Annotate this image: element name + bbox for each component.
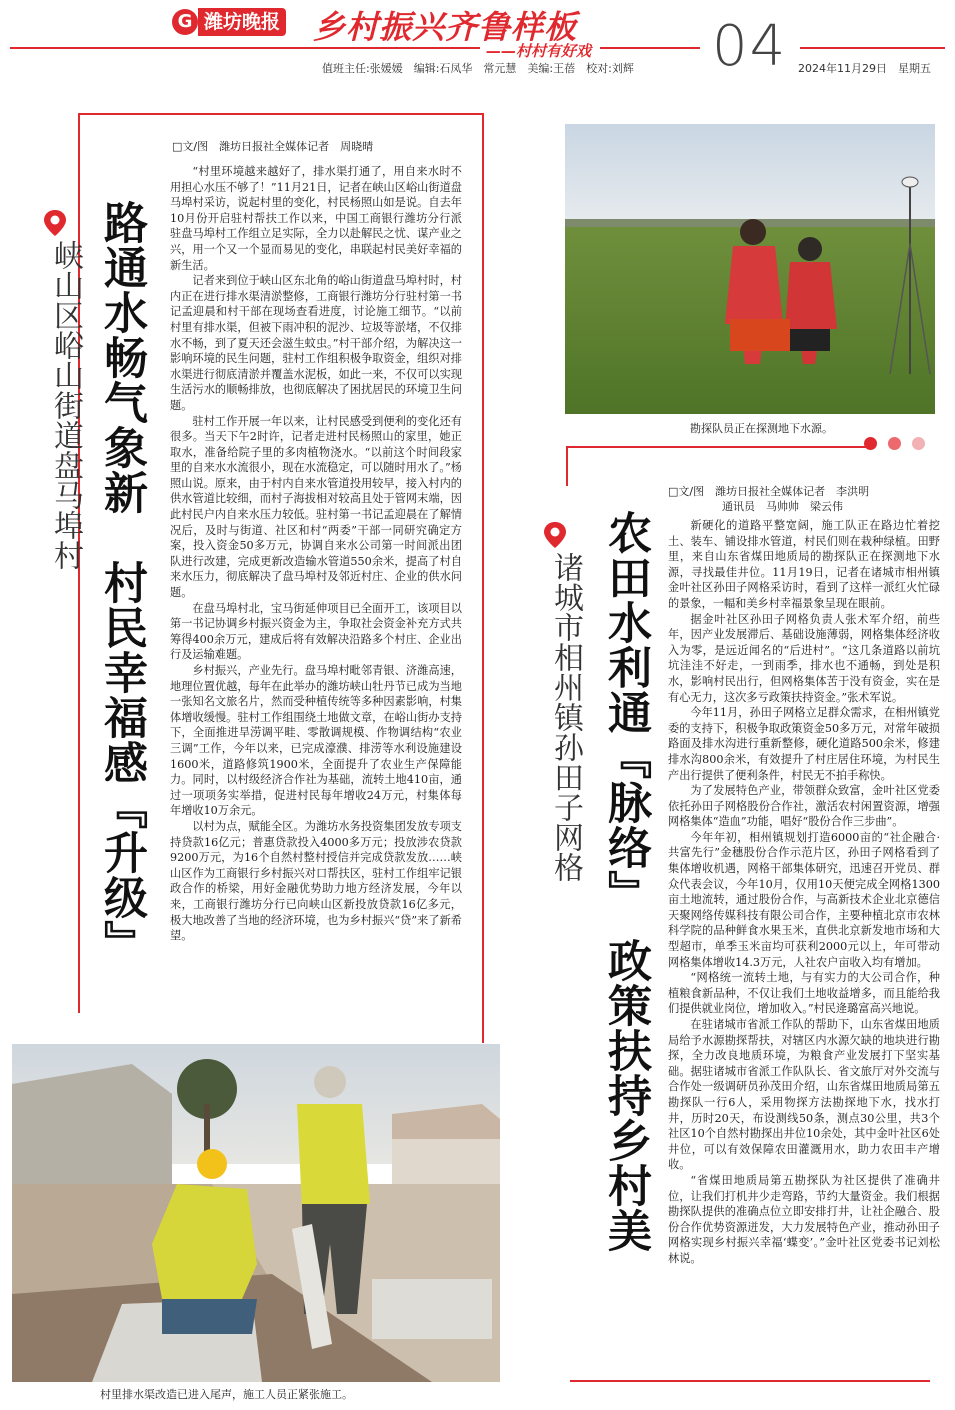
article1-paragraph: 记者来到位于峡山区东北角的峪山街道盘马埠村时，村内正在进行排水渠清淤整修，工商银行潍坊分行驻村第一书记孟迎晨和村干部在现场查看进度，讨论施工细节。“以前村里有排水渠，但被下雨冲积的泥沙、垃圾等淤堵，不仅排水不畅，到了夏天还会滋生蚊虫。”村干部介绍，为解决这一影响环境的民生问题，驻村工作组积极争取资金，组织对排水渠进行彻底清淤并覆盖水泥板，如此一来，不仅可以实现生活污水的顺畅排放，也彻底解决了困扰居民的环境卫生问题。 xyxy=(170,274,462,412)
issue-date: 2024年11月29日 星期五 xyxy=(798,62,931,75)
paper-name: 潍坊晚报 xyxy=(198,8,286,36)
article2-byline xyxy=(668,484,928,514)
article2-paragraph: 据金叶社区孙田子网格负责人张术军介绍，前些年，因产业发展滞后、基础设施薄弱，网格集体经济收入为零，是远近闻名的“后进村”。“这几条道路以前坑坑洼洼不好走，一到雨季，排水也不通畅，到处是积水，影响村民出行，但网格集体苦于没有资金，实在是有心无力，这次多亏政策扶持资金。”张术军说。 xyxy=(668,612,940,704)
photo-drainage-construction xyxy=(12,1044,500,1382)
decor-dot xyxy=(912,437,925,450)
article2-body xyxy=(668,518,940,1267)
decor-dot xyxy=(864,437,877,450)
decor-dot xyxy=(888,437,901,450)
article2-headline: 农田水利通『脉络』 政策扶持乡村美 xyxy=(600,510,651,1253)
location-pin-icon xyxy=(40,208,70,238)
article1-paragraph: 以村为点，赋能全区。为潍坊水务投资集团发放专项支持贷款16亿元；普惠贷款投入4000多万元；投放涉农贷款9200万元，为16个自然村整村授信并完成贷款发放……峡山区作为工商银行乡村振兴对口帮扶区，驻村工作组牢记银政合作的桥梁，用好金融优势助力地方经济发展，今年以来，工商银行潍坊分行已向峡山区新投放贷款16亿多元，极大地改善了当地的经济环境，也为乡村振兴“贷”来了新希望。 xyxy=(170,819,462,943)
article2-paragraph: 今年年初，相州镇规划打造6000亩的“社企融合·共富先行”金穗股份合作示范片区，孙田子网格看到了集体增收机遇，网格干部集体研究，迅速召开党员、群众代表会议，今年10月，仅用10天便完成全网格1300亩土地流转，通过股份合作，与高新技术企业北京德信天聚网络传媒科技有限公司合作，主要种植北京市农林科学院的品种鲜食水果玉米，直供北京新发地市场和大型超市，单季玉米亩均可获利2000元以上，年可带动网格集体增收14.3万元，人社农户亩收入均有增加。 xyxy=(668,830,940,969)
article2-byline-line: □文/图 潍坊日报社全媒体记者 李洪明 xyxy=(668,485,870,498)
article1-body xyxy=(170,164,462,944)
article2-paragraph: “网格统一流转土地，与有实力的大公司合作，种植粮食新品种，不仅让我们土地收益增多，而且能给我们提供就业岗位，增加收入。”村民逄璐富高兴地说。 xyxy=(668,971,940,1016)
location-pin-icon xyxy=(540,520,570,550)
article2-paragraph: 为了发展特色产业，带领群众致富，金叶社区党委依托孙田子网格股份合作社，激活农村闲置资源，增强网格集体“造血”功能，唱好“股份合作三步曲”。 xyxy=(668,784,940,829)
masthead-rule xyxy=(10,47,480,49)
article2-paragraph: 今年11月，孙田子网格立足群众需求，在相州镇党委的支持下，积极争取政策资金50多万元，对常年破损路面及排水沟进行重新整修，硬化道路500余米，修建排水沟800余米，有效提升了村庄居住环境，为村民生产出行提供了便利条件，村民无不拍手称快。 xyxy=(668,706,940,782)
section-subtitle: ——村村有好戏 xyxy=(486,42,592,60)
section-title: 乡村振兴齐鲁样板 xyxy=(313,8,578,46)
photo1-caption: 勘探队员正在探测地下水源。 xyxy=(690,422,833,435)
article1-paragraph: 驻村工作开展一年以来，让村民感受到便利的变化还有很多。当天下午2时许，记者走进村民杨照山的家里，她正取水，准备给院子里的多肉植物浇水。“以前这个时间段家里的自来水水流很小，现在水流稳定，可以随时用水了。”杨照山说。原来，由于村内自来水管道投用较早，接入村内的供水管道比较细，而村子海拔相对较高且处于管网末端，因此村民户内自来水压力较低。驻村第一书记孟迎晨在了解情况后，及时与街道、社区和村“两委”干部一同研究确定方案，投入资金50多万元，协调自来水公司第一时间派出团队进行改建，完成更新改造输水管道550余米，提高了村自来水压力，彻底解决了盘马埠村及邻近村庄、企业的供水问题。 xyxy=(170,414,462,600)
masthead-rule xyxy=(800,47,945,49)
photo2-caption: 村里排水渠改造已进入尾声，施工人员正紧张施工。 xyxy=(100,1388,353,1401)
article1-byline: □文/图 潍坊日报社全媒体记者 周晓晴 xyxy=(172,140,374,153)
editor-credits: 值班主任:张媛媛 编辑:石凤华 常元慧 美编:王蓓 校对:刘辉 xyxy=(322,62,634,75)
article1-location: 峡山区峪山街道盘马埠村 xyxy=(48,240,83,570)
article1-paragraph: “村里环境越来越好了，排水渠打通了，用自来水时不用担心水压不够了！”11月21日，记者在峡山区峪山街道盘马埠村采访，说起村里的变化，村民杨照山如是说。自去年10月份开启驻村帮扶工作以来，中国工商银行潍坊分行派驻盘马埠村工作组立足实际，全力以赴解民之忧、谋产业之兴，用一个又一个显而易见的变化，串联起村民美好幸福的新生活。 xyxy=(170,165,462,272)
paper-logo-icon: G xyxy=(172,9,198,35)
masthead xyxy=(0,0,955,80)
article1-paragraph: 在盘马埠村北，宝马街延伸项目已全面开工，该项目以第一书记协调乡村振兴资金为主，争取社会资金补充方式共筹得400余万元，建成后将有效解决沿路多个村庄、企业出行及运输难题。 xyxy=(170,601,462,662)
article1-paragraph: 乡村振兴，产业先行。盘马埠村毗邻青银、济潍高速，地理位置优越，每年在此举办的潍坊峡山牡丹节已成为当地一张知名文旅名片，然而受种植传统等多种因素影响，村集体增收缓慢。驻村工作组围绕土地做文章，在峪山街办支持下，全面推进旱涝调平畦、零散调规模、作物调结构“农业三调”工作，今年以来，已完成濠濮、排涝等水利设施建设1600米，道路修筑1900米，全面提升了农业生产保障能力。同时，以村级经济合作社为基础，流转土地410亩，通过一项项务实举措，促进村民每年增收24万元，村集体每年增收10万余元。 xyxy=(170,664,462,818)
article2-paragraph: “省煤田地质局第五勘探队为社区提供了准确井位，让我们打机井少走弯路，节约大量资金。我们根据勘探队提供的准确点位立即安排打井，让社企融合、股份合作优势资源迸发，大力发展特色产业，推动孙田子网格实现乡村振兴幸福‘蝶变’。”金叶社区党委书记刘松林说。 xyxy=(668,1173,940,1265)
article1-frame-right xyxy=(482,113,484,1043)
page-number: 04 xyxy=(712,14,788,79)
article2-frame-left xyxy=(566,446,568,486)
article1-headline: 路通水畅气象新 村民幸福感『升级』 xyxy=(96,200,147,965)
article2-paragraph: 新硬化的道路平整宽阔，施工队正在路边忙着挖土、装车、铺设排水管道，村民们则在栽种绿植。田野里，来自山东省煤田地质局的勘探队正在探测地下水源，寻找最佳井位。11月19日，记者在诸城市相州镇金叶社区孙田子网格采访时，看到了这样一派红火忙碌的景象，一幅和美乡村幸福景象呈现在眼前。 xyxy=(668,519,940,610)
article1-frame-top xyxy=(78,113,483,115)
masthead-rule xyxy=(600,47,700,49)
article2-byline-line: 通讯员 马帅帅 梁云伟 xyxy=(722,500,843,513)
photo-survey-team xyxy=(565,124,935,414)
article2-location: 诸城市相州镇孙田子网格 xyxy=(548,552,583,882)
article2-frame-top xyxy=(566,446,866,448)
article2-frame-bottom xyxy=(570,1380,930,1382)
article2-paragraph: 在驻诸城市省派工作队的帮助下，山东省煤田地质局给予水源勘探帮扶，对辖区内水源欠缺的地块进行勘探，全力改良地质环境，为粮食产业发展打下坚实基础。据驻诸城市省派工作队队长、省文旅厅对外交流与合作处一级调研员孙茂田介绍，山东省煤田地质局第五勘探队一行6人，采用物探方法勘探地下水，找水打井，历时20天，布设测线50条，测点30公里，共3个社区10个自然村勘探出井位10余处，其中金叶社区6处井位，可以有效保障农田灌溉用水，助力农田丰产增收。 xyxy=(668,1018,940,1172)
